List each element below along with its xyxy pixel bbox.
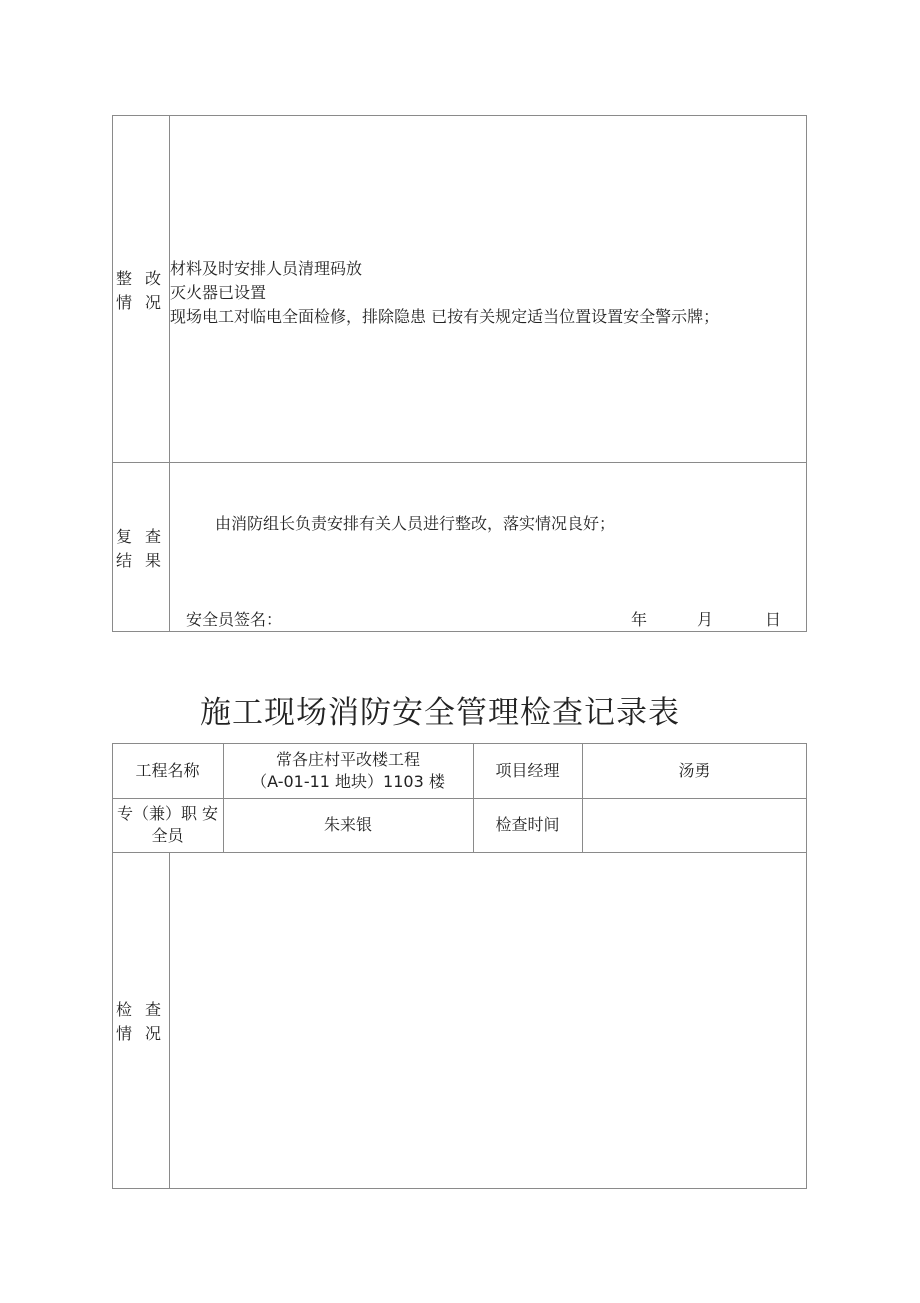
rectification-table — [112, 115, 807, 632]
signature-date-year: 年 — [631, 610, 648, 629]
safety-officer-label-line1: 专（兼）职 安 — [116, 804, 219, 823]
inspection-status-label — [112, 998, 169, 1046]
rectification-line-3: 现场电工对临电全面检修，排除隐患 已按有关规定适当位置设置安全警示牌； — [170, 307, 720, 326]
project-name-label: 工程名称 — [135, 760, 200, 780]
safety-officer-label — [112, 798, 223, 852]
rectification-status-label-line1: 整 改 — [115, 269, 166, 288]
rectification-status-label — [112, 267, 169, 315]
recheck-result-label — [112, 525, 169, 573]
project-name-value-line1: 常各庄村平改楼工程 — [275, 749, 420, 769]
inspection-time-value[interactable] — [582, 798, 807, 852]
safety-officer-label-line2: 全员 — [151, 826, 184, 845]
project-name-value — [223, 743, 473, 798]
project-manager-value: 汤勇 — [678, 760, 711, 780]
inspection-status-label-line1: 检 查 — [115, 1000, 166, 1019]
inspection-status-content[interactable] — [170, 853, 806, 1188]
inspection-time-label: 检查时间 — [495, 815, 560, 834]
safety-officer-value: 朱来银 — [323, 815, 372, 834]
form-title: 施工现场消防安全管理检查记录表 — [200, 695, 680, 731]
recheck-result-label-line1: 复 查 — [115, 527, 166, 546]
recheck-result-text: 由消防组长负责安排有关人员进行整改，落实情况良好； — [215, 514, 616, 533]
rectification-table-divider — [169, 115, 170, 632]
rectification-row-divider — [112, 462, 807, 463]
signature-date-day: 日 — [765, 610, 782, 629]
signature-date-month: 月 — [697, 610, 714, 629]
rectification-line-1: 材料及时安排人员清理码放 — [170, 259, 363, 278]
safety-officer-signature-label: 安全员签名： — [186, 610, 283, 629]
recheck-result-label-line2: 结 果 — [115, 551, 166, 570]
rectification-status-label-line2: 情 况 — [115, 293, 166, 312]
rectification-line-2: 灭火器已设置 — [170, 283, 267, 302]
project-name-value-line2: （A-01-11 地块）1103 楼 — [251, 771, 445, 791]
inspection-status-label-line2: 情 况 — [115, 1024, 166, 1043]
project-manager-label: 项目经理 — [495, 760, 560, 780]
